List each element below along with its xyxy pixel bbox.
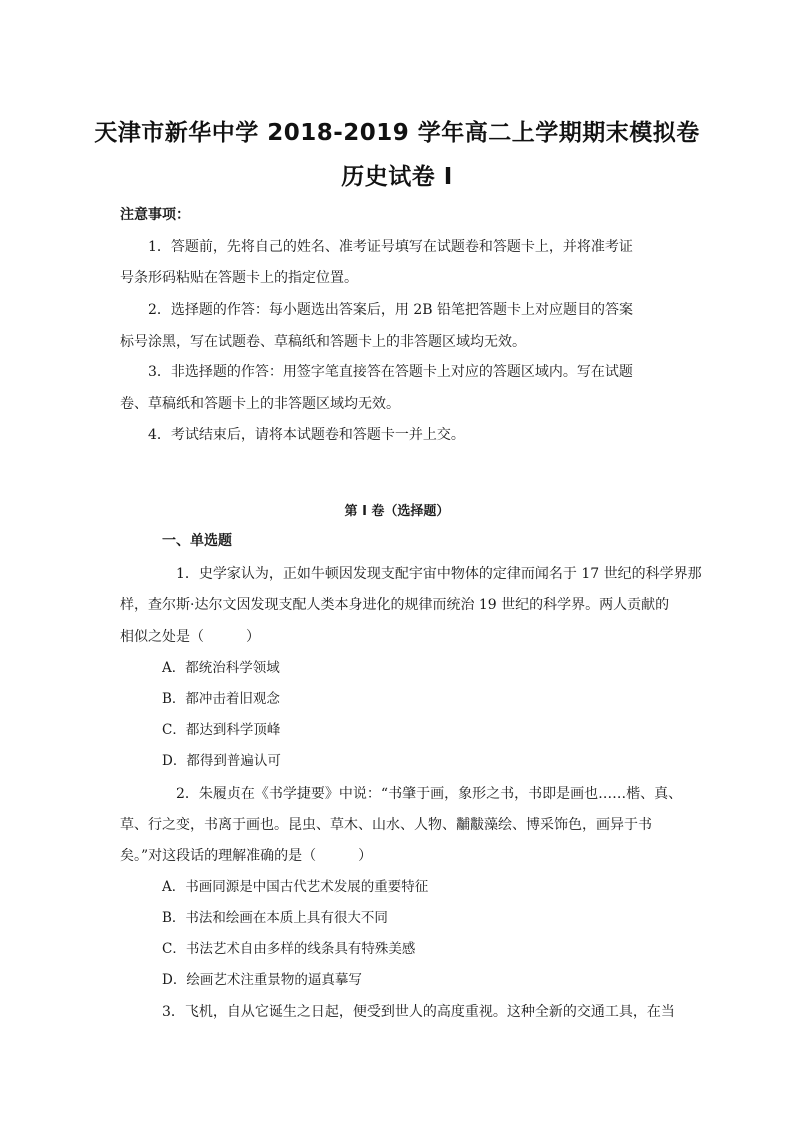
question-2-option-a: A．书画同源是中国古代艺术发展的重要特征: [162, 879, 429, 895]
question-2-line-3: 矣。”对这段话的理解准确的是（ ）: [120, 848, 373, 864]
question-1-line-1: 1．史学家认为，正如牛顿因发现支配宇宙中物体的定律而闻名于 17 世纪的科学界那: [176, 566, 702, 582]
question-1-line-2: 样，查尔斯·达尔文因发现支配人类本身进化的规律而统治 19 世纪的科学界。两人贡献的: [120, 597, 670, 613]
notice-item-3-line-1: 3．非选择题的作答：用签字笔直接答在答题卡上对应的答题区域内。写在试题: [148, 364, 633, 380]
notice-label: 注意事项：: [120, 207, 190, 223]
notice-item-4-line-1: 4．考试结束后，请将本试题卷和答题卡一并上交。: [148, 427, 465, 443]
question-2-option-c: C．书法艺术自由多样的线条具有特殊美感: [162, 941, 416, 957]
question-2-option-b: B．书法和绘画在本质上具有很大不同: [162, 910, 388, 926]
notice-item-3-line-2: 卷、草稿纸和答题卡上的非答题区域均无效。: [120, 396, 400, 412]
notice-item-2-line-2: 标号涂黑，写在试题卷、草稿纸和答题卡上的非答题区域均无效。: [120, 334, 526, 350]
question-2-line-1: 2．朱履贞在《书学捷要》中说：“书肇于画，象形之书，书即是画也……楷、真、: [176, 786, 683, 802]
notice-item-1-line-2: 号条形码粘贴在答题卡上的指定位置。: [120, 270, 358, 286]
section-heading: 第 I 卷（选择题）: [344, 504, 450, 519]
question-1-option-b: B．都冲击着旧观念: [162, 691, 280, 707]
question-3-line-1: 3．飞机，自从它诞生之日起，便受到世人的高度重视。这种全新的交通工具，在当: [162, 1004, 675, 1020]
question-1-option-a: A．都统治科学领域: [162, 660, 280, 676]
part-heading: 一、单选题: [162, 533, 232, 549]
notice-item-2-line-1: 2．选择题的作答：每小题选出答案后，用 2B 铅笔把答题卡上对应题目的答案: [148, 302, 634, 318]
exam-subtitle: 历史试卷 I: [341, 164, 453, 190]
exam-title: 天津市新华中学 2018-2019 学年高二上学期期末模拟卷: [94, 120, 700, 146]
question-1-option-d: D．都得到普遍认可: [162, 753, 281, 769]
question-1-option-c: C．都达到科学顶峰: [162, 722, 281, 738]
notice-item-1-line-1: 1．答题前，先将自己的姓名、准考证号填写在试题卷和答题卡上，并将准考证: [148, 239, 633, 255]
question-2-option-d: D．绘画艺术注重景物的逼真摹写: [162, 972, 362, 988]
question-1-line-3: 相似之处是（ ）: [120, 629, 260, 645]
question-2-line-2: 草、行之变，书离于画也。昆虫、草木、山水、人物、黼黻藻绘、博采饰色，画异于书: [120, 817, 652, 833]
